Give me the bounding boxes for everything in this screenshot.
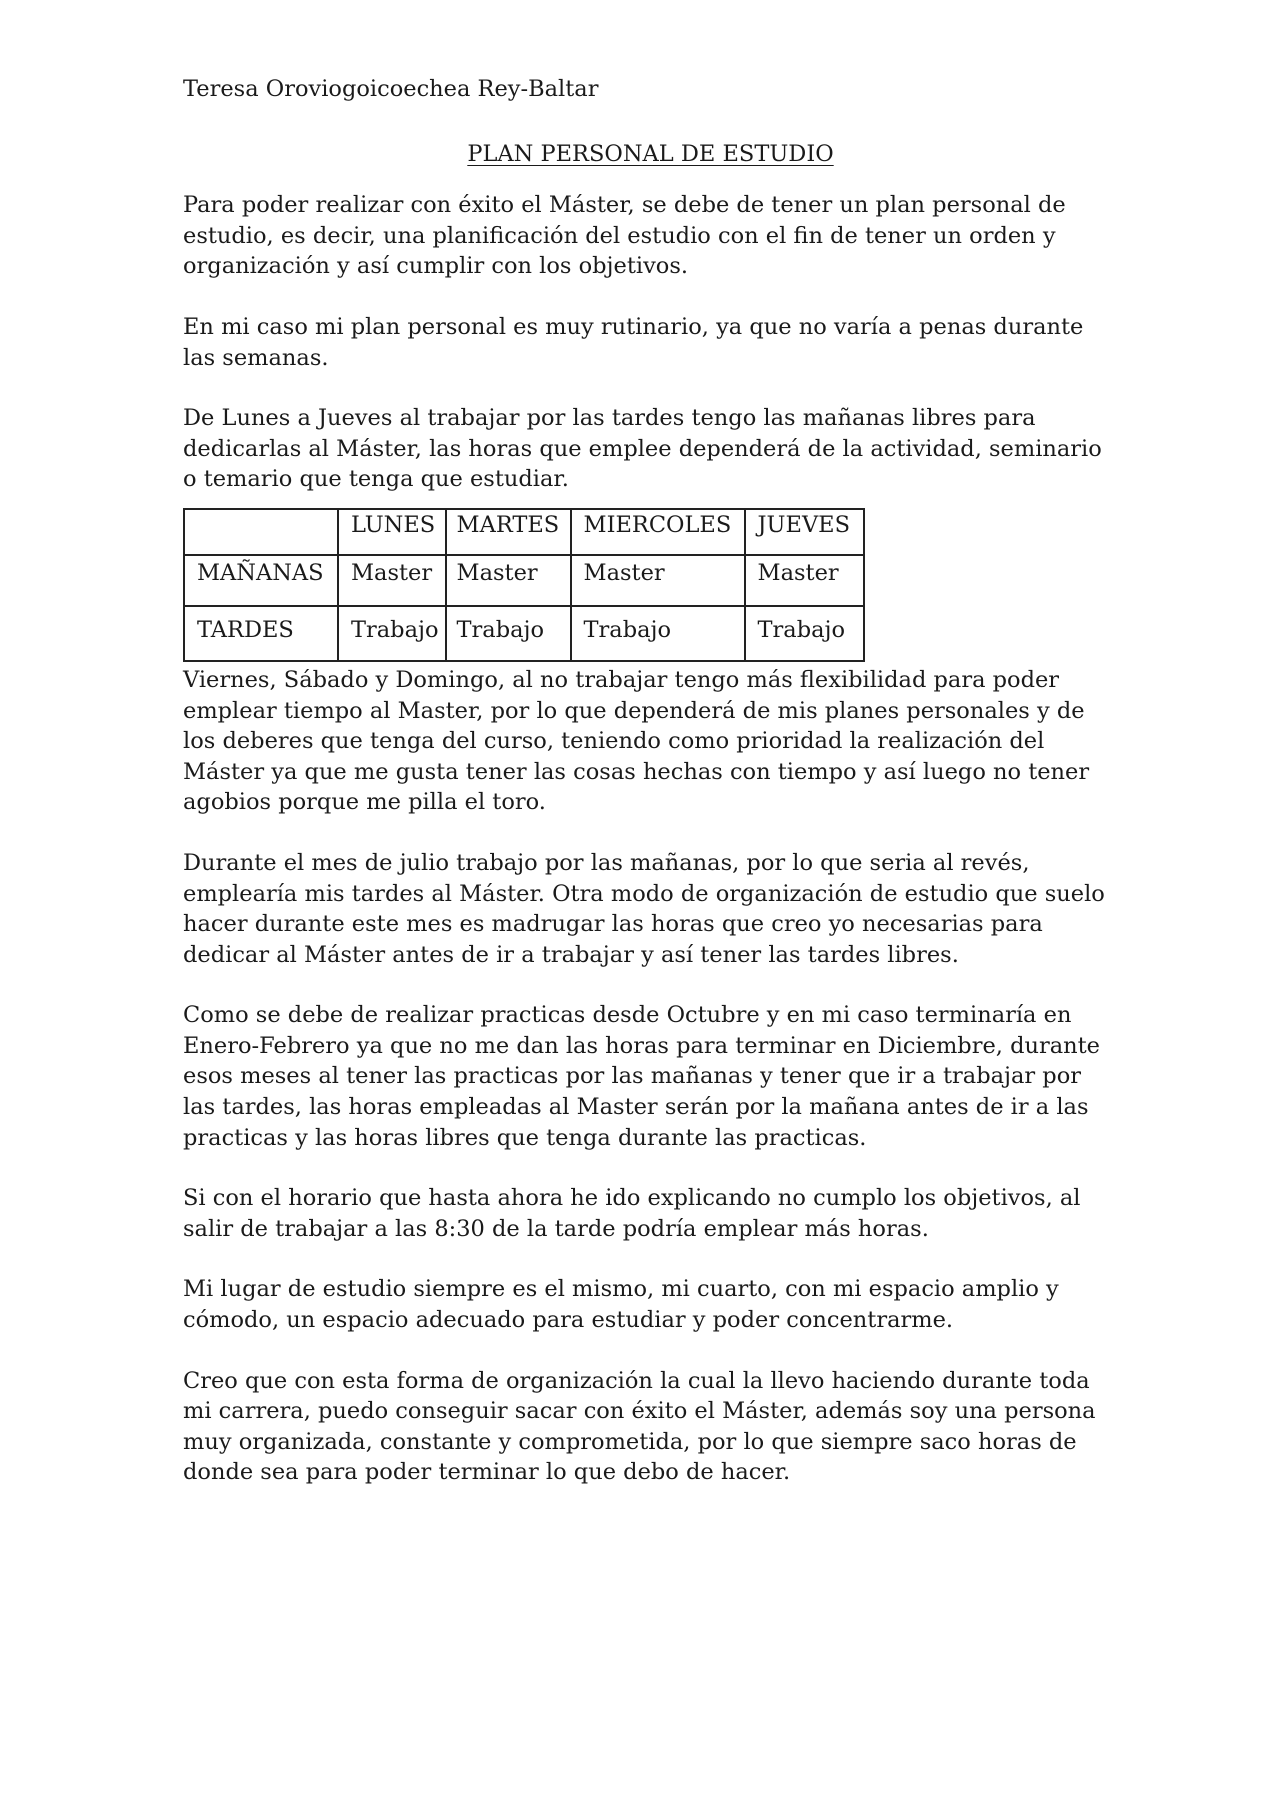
table-cell: Trabajo [446, 606, 571, 661]
paragraph-weekend: Viernes, Sábado y Domingo, al no trabajar tengo más flexibilidad para poder emplear tiempo al Master, por lo que dependerá de mis planes personales y de los deberes que tenga del curso, teniendo como prioridad la realización del Máster ya que me gusta tener las cosas hechas con tiempo y así luego no tener agobios porque me pilla el toro. [183, 666, 1090, 816]
document-title [183, 139, 1108, 170]
table-header-cell: LUNES [338, 509, 446, 555]
paragraph-conclusion: Creo que con esta forma de organización la cual la llevo haciendo durante toda mi carrera, puedo conseguir sacar con éxito el Máster, además soy una persona muy organizada, constante y comprometida, por lo que siempre saco horas de donde sea para poder terminar lo que debo de hacer. [183, 1367, 1096, 1486]
table-header-cell [184, 509, 338, 555]
table-cell: Trabajo [745, 606, 864, 661]
table-row-label: TARDES [184, 606, 338, 661]
paragraph-intro: Para poder realizar con éxito el Máster, se debe de tener un plan personal de estudio, es decir, una planificación del estudio con el fin de tener un orden y organización y así cumplir con los objetivos. [183, 192, 1066, 280]
paragraph-internships: Como se debe de realizar practicas desde Octubre y en mi caso terminaría en Enero-Febrero ya que no me dan las horas para terminar en Diciembre, durante esos meses al tener las practicas por las mañanas y tener que ir a trabajar por las tardes, las horas empleadas al Master serán por la mañana antes de ir a las practicas y las horas libres que tenga durante las practicas. [183, 1002, 1100, 1151]
table-header-row [184, 509, 864, 555]
paragraph-extra-hours: Si con el horario que hasta ahora he ido explicando no cumplo los objetivos, al salir de trabajar a las 8:30 de la tarde podría emplear más horas. [183, 1185, 1081, 1242]
author-name: Teresa Oroviogoicoechea Rey-Baltar [183, 76, 599, 102]
table-cell: Master [571, 555, 745, 606]
weekly-schedule-table [183, 508, 865, 662]
document-page [183, 74, 1108, 1518]
table-cell: Master [745, 555, 864, 606]
table-header-cell: MIERCOLES [571, 509, 745, 555]
table-row-label: MAÑANAS [184, 555, 338, 606]
table-header-cell: JUEVES [745, 509, 864, 555]
table-cell: Trabajo [571, 606, 745, 661]
paragraph-weekdays: De Lunes a Jueves al trabajar por las tardes tengo las mañanas libres para dedicarlas al Máster, las horas que emplee dependerá de la actividad, seminario o temario que tenga que estudiar. [183, 405, 1102, 493]
paragraph-study-place: Mi lugar de estudio siempre es el mismo, mi cuarto, con mi espacio amplio y cómodo, un espacio adecuado para estudiar y poder concentrarme. [183, 1276, 1059, 1334]
table-cell: Master [446, 555, 571, 606]
table-header-cell: MARTES [446, 509, 571, 555]
table-cell: Trabajo [338, 606, 446, 661]
table-row [184, 555, 864, 606]
paragraph-july: Durante el mes de julio trabajo por las mañanas, por lo que seria al revés, emplearía mis tardes al Máster. Otra modo de organización de estudio que suelo hacer durante este mes es madrugar las horas que creo yo necesarias para dedicar al Máster antes de ir a trabajar y así tener las tardes libres. [183, 849, 1105, 968]
table-row [184, 606, 864, 661]
document-title-text: PLAN PERSONAL DE ESTUDIO [467, 140, 834, 167]
table-cell: Master [338, 555, 446, 606]
paragraph-routine: En mi caso mi plan personal es muy rutinario, ya que no varía a penas durante las semanas. [183, 313, 1084, 371]
